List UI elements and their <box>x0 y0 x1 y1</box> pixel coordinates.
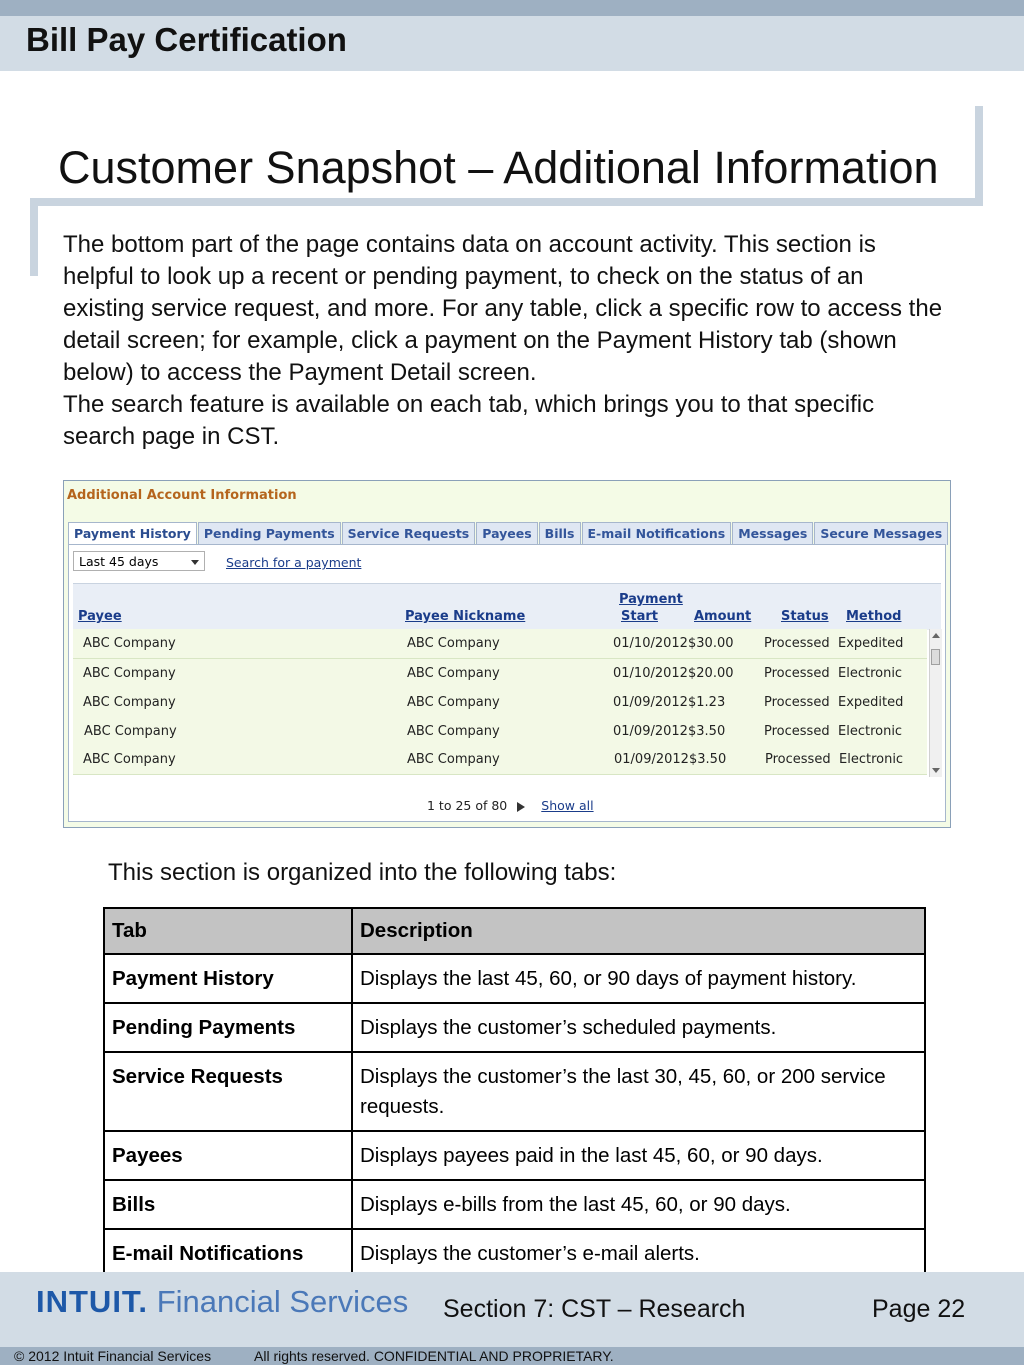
column-payee-nickname[interactable]: Payee Nickname <box>405 609 526 624</box>
section-label: Section 7: CST – Research <box>443 1295 746 1323</box>
column-payment-start-line1[interactable]: Payment <box>619 592 683 607</box>
table-row <box>104 1003 925 1052</box>
table-header-row <box>104 908 925 954</box>
logo-financial-text: Financial Services <box>156 1284 409 1319</box>
table-row <box>104 1052 925 1131</box>
table-row <box>104 954 925 1003</box>
date-range-select[interactable] <box>73 551 205 571</box>
column-payment-start-line2[interactable]: Start <box>621 609 658 624</box>
body-paragraph-2: The search feature is available on each tab, which brings you to that specific search page in CST. <box>63 391 875 450</box>
cell-date: 01/10/2012 <box>613 636 688 651</box>
scroll-down-icon[interactable] <box>932 768 940 773</box>
pager-range: 1 to 25 of 80 <box>427 798 508 813</box>
tab-payees[interactable]: Payees <box>476 522 537 545</box>
row-tab-name: Payment History <box>104 954 352 1003</box>
tab-email-notifications[interactable]: E-mail Notifications <box>582 522 732 545</box>
table-row <box>104 1229 925 1278</box>
table-scrollbar[interactable] <box>929 629 942 777</box>
body-paragraph-1: The bottom part of the page contains data on account activity. This section is helpful to look up a recent or pending payment, to check on the status of an existing service request, and more. For any table, click a specific row to access the detail screen; for example, click a payment on the Payment History tab (shown below) to access the Payment Detail screen. <box>63 231 943 386</box>
table-row[interactable] <box>73 659 927 689</box>
table-row <box>104 1131 925 1180</box>
cell-status: Processed <box>765 752 831 767</box>
cell-payee: ABC Company <box>83 695 176 710</box>
tabs-description-table <box>103 907 926 1279</box>
body-text <box>63 229 943 453</box>
tab-service-requests[interactable]: Service Requests <box>342 522 476 545</box>
row-description: Displays the customer’s e-mail alerts. <box>352 1229 925 1278</box>
tab-messages[interactable]: Messages <box>732 522 813 545</box>
header-description: Description <box>352 908 925 954</box>
cell-amount: $20.00 <box>688 666 734 681</box>
cell-status: Processed <box>764 636 830 651</box>
page-heading: Customer Snapshot – Additional Information <box>58 142 939 193</box>
cell-method: Electronic <box>839 752 904 767</box>
page-number: Page 22 <box>872 1295 966 1323</box>
intuit-logo <box>36 1284 408 1320</box>
title-frame-right <box>975 106 983 206</box>
row-description: Displays the last 45, 60, or 90 days of payment history. <box>352 954 925 1003</box>
cell-method: Expedited <box>838 636 904 651</box>
row-description: Displays the customer’s scheduled payments. <box>352 1003 925 1052</box>
cell-nickname: ABC Company <box>407 724 500 739</box>
table-row <box>104 1180 925 1229</box>
row-description: Displays e-bills from the last 45, 60, or 90 days. <box>352 1180 925 1229</box>
pagination <box>427 798 594 813</box>
date-range-value: Last 45 days <box>79 554 159 569</box>
scroll-thumb[interactable] <box>931 649 940 665</box>
row-tab-name: Bills <box>104 1180 352 1229</box>
cell-status: Processed <box>764 666 830 681</box>
cell-method: Electronic <box>838 724 903 739</box>
column-method[interactable]: Method <box>846 609 902 624</box>
copyright-text: © 2012 Intuit Financial Services <box>14 1348 212 1364</box>
row-tab-name: E-mail Notifications <box>104 1229 352 1278</box>
next-page-icon[interactable] <box>517 802 525 812</box>
tab-secure-messages[interactable]: Secure Messages <box>814 522 948 545</box>
logo-intuit-text: INTUIT. <box>36 1284 149 1319</box>
cell-nickname: ABC Company <box>407 695 500 710</box>
title-frame-underline <box>33 198 983 206</box>
show-all-link[interactable]: Show all <box>541 798 594 813</box>
cell-date: 01/09/2012 <box>613 724 688 739</box>
row-description: Displays the customer’s the last 30, 45, 60, or 200 service requests. <box>352 1052 925 1131</box>
tabs-intro-text: This section is organized into the following tabs: <box>108 859 617 886</box>
payment-history-panel <box>68 544 946 822</box>
row-description: Displays payees paid in the last 45, 60, or 90 days. <box>352 1131 925 1180</box>
column-status[interactable]: Status <box>781 609 829 624</box>
row-tab-name: Payees <box>104 1131 352 1180</box>
cell-status: Processed <box>764 724 830 739</box>
payment-table-body <box>73 629 927 779</box>
cell-payee: ABC Company <box>83 636 176 651</box>
chevron-down-icon <box>191 560 199 565</box>
cell-nickname: ABC Company <box>407 666 500 681</box>
cell-payee: ABC Company <box>83 752 176 767</box>
cell-payee: ABC Company <box>84 724 177 739</box>
column-amount[interactable]: Amount <box>694 609 752 624</box>
cell-nickname: ABC Company <box>407 636 500 651</box>
table-row[interactable] <box>73 745 927 775</box>
document-title: Bill Pay Certification <box>26 21 347 58</box>
cell-status: Processed <box>764 695 830 710</box>
tab-bills[interactable]: Bills <box>539 522 581 545</box>
header-top-strip <box>0 0 1024 16</box>
header-tab: Tab <box>104 908 352 954</box>
cell-nickname: ABC Company <box>407 752 500 767</box>
row-tab-name: Service Requests <box>104 1052 352 1131</box>
table-row[interactable] <box>73 629 927 659</box>
account-info-screenshot <box>63 480 951 828</box>
column-payee[interactable]: Payee <box>78 609 122 624</box>
search-payment-link[interactable]: Search for a payment <box>226 555 362 570</box>
tab-pending-payments[interactable]: Pending Payments <box>198 522 341 545</box>
cell-amount: $3.50 <box>688 724 726 739</box>
cell-date: 01/09/2012 <box>613 695 688 710</box>
scroll-up-icon[interactable] <box>932 633 940 638</box>
cell-amount: $30.00 <box>688 636 734 651</box>
cell-method: Electronic <box>838 666 903 681</box>
table-row[interactable] <box>73 688 927 718</box>
payment-table-header <box>73 583 941 630</box>
screenshot-tab-bar <box>68 522 949 545</box>
rights-text: All rights reserved. CONFIDENTIAL AND PROPRIETARY. <box>254 1348 614 1364</box>
row-tab-name: Pending Payments <box>104 1003 352 1052</box>
cell-amount: $3.50 <box>689 752 727 767</box>
screenshot-title: Additional Account Information <box>67 488 297 503</box>
cell-payee: ABC Company <box>83 666 176 681</box>
cell-date: 01/09/2012 <box>614 752 689 767</box>
cell-amount: $1.23 <box>688 695 726 710</box>
cell-date: 01/10/2012 <box>613 666 688 681</box>
cell-method: Expedited <box>838 695 904 710</box>
tab-payment-history[interactable]: Payment History <box>68 522 197 545</box>
table-row[interactable] <box>73 717 927 747</box>
title-frame-left <box>30 198 38 276</box>
